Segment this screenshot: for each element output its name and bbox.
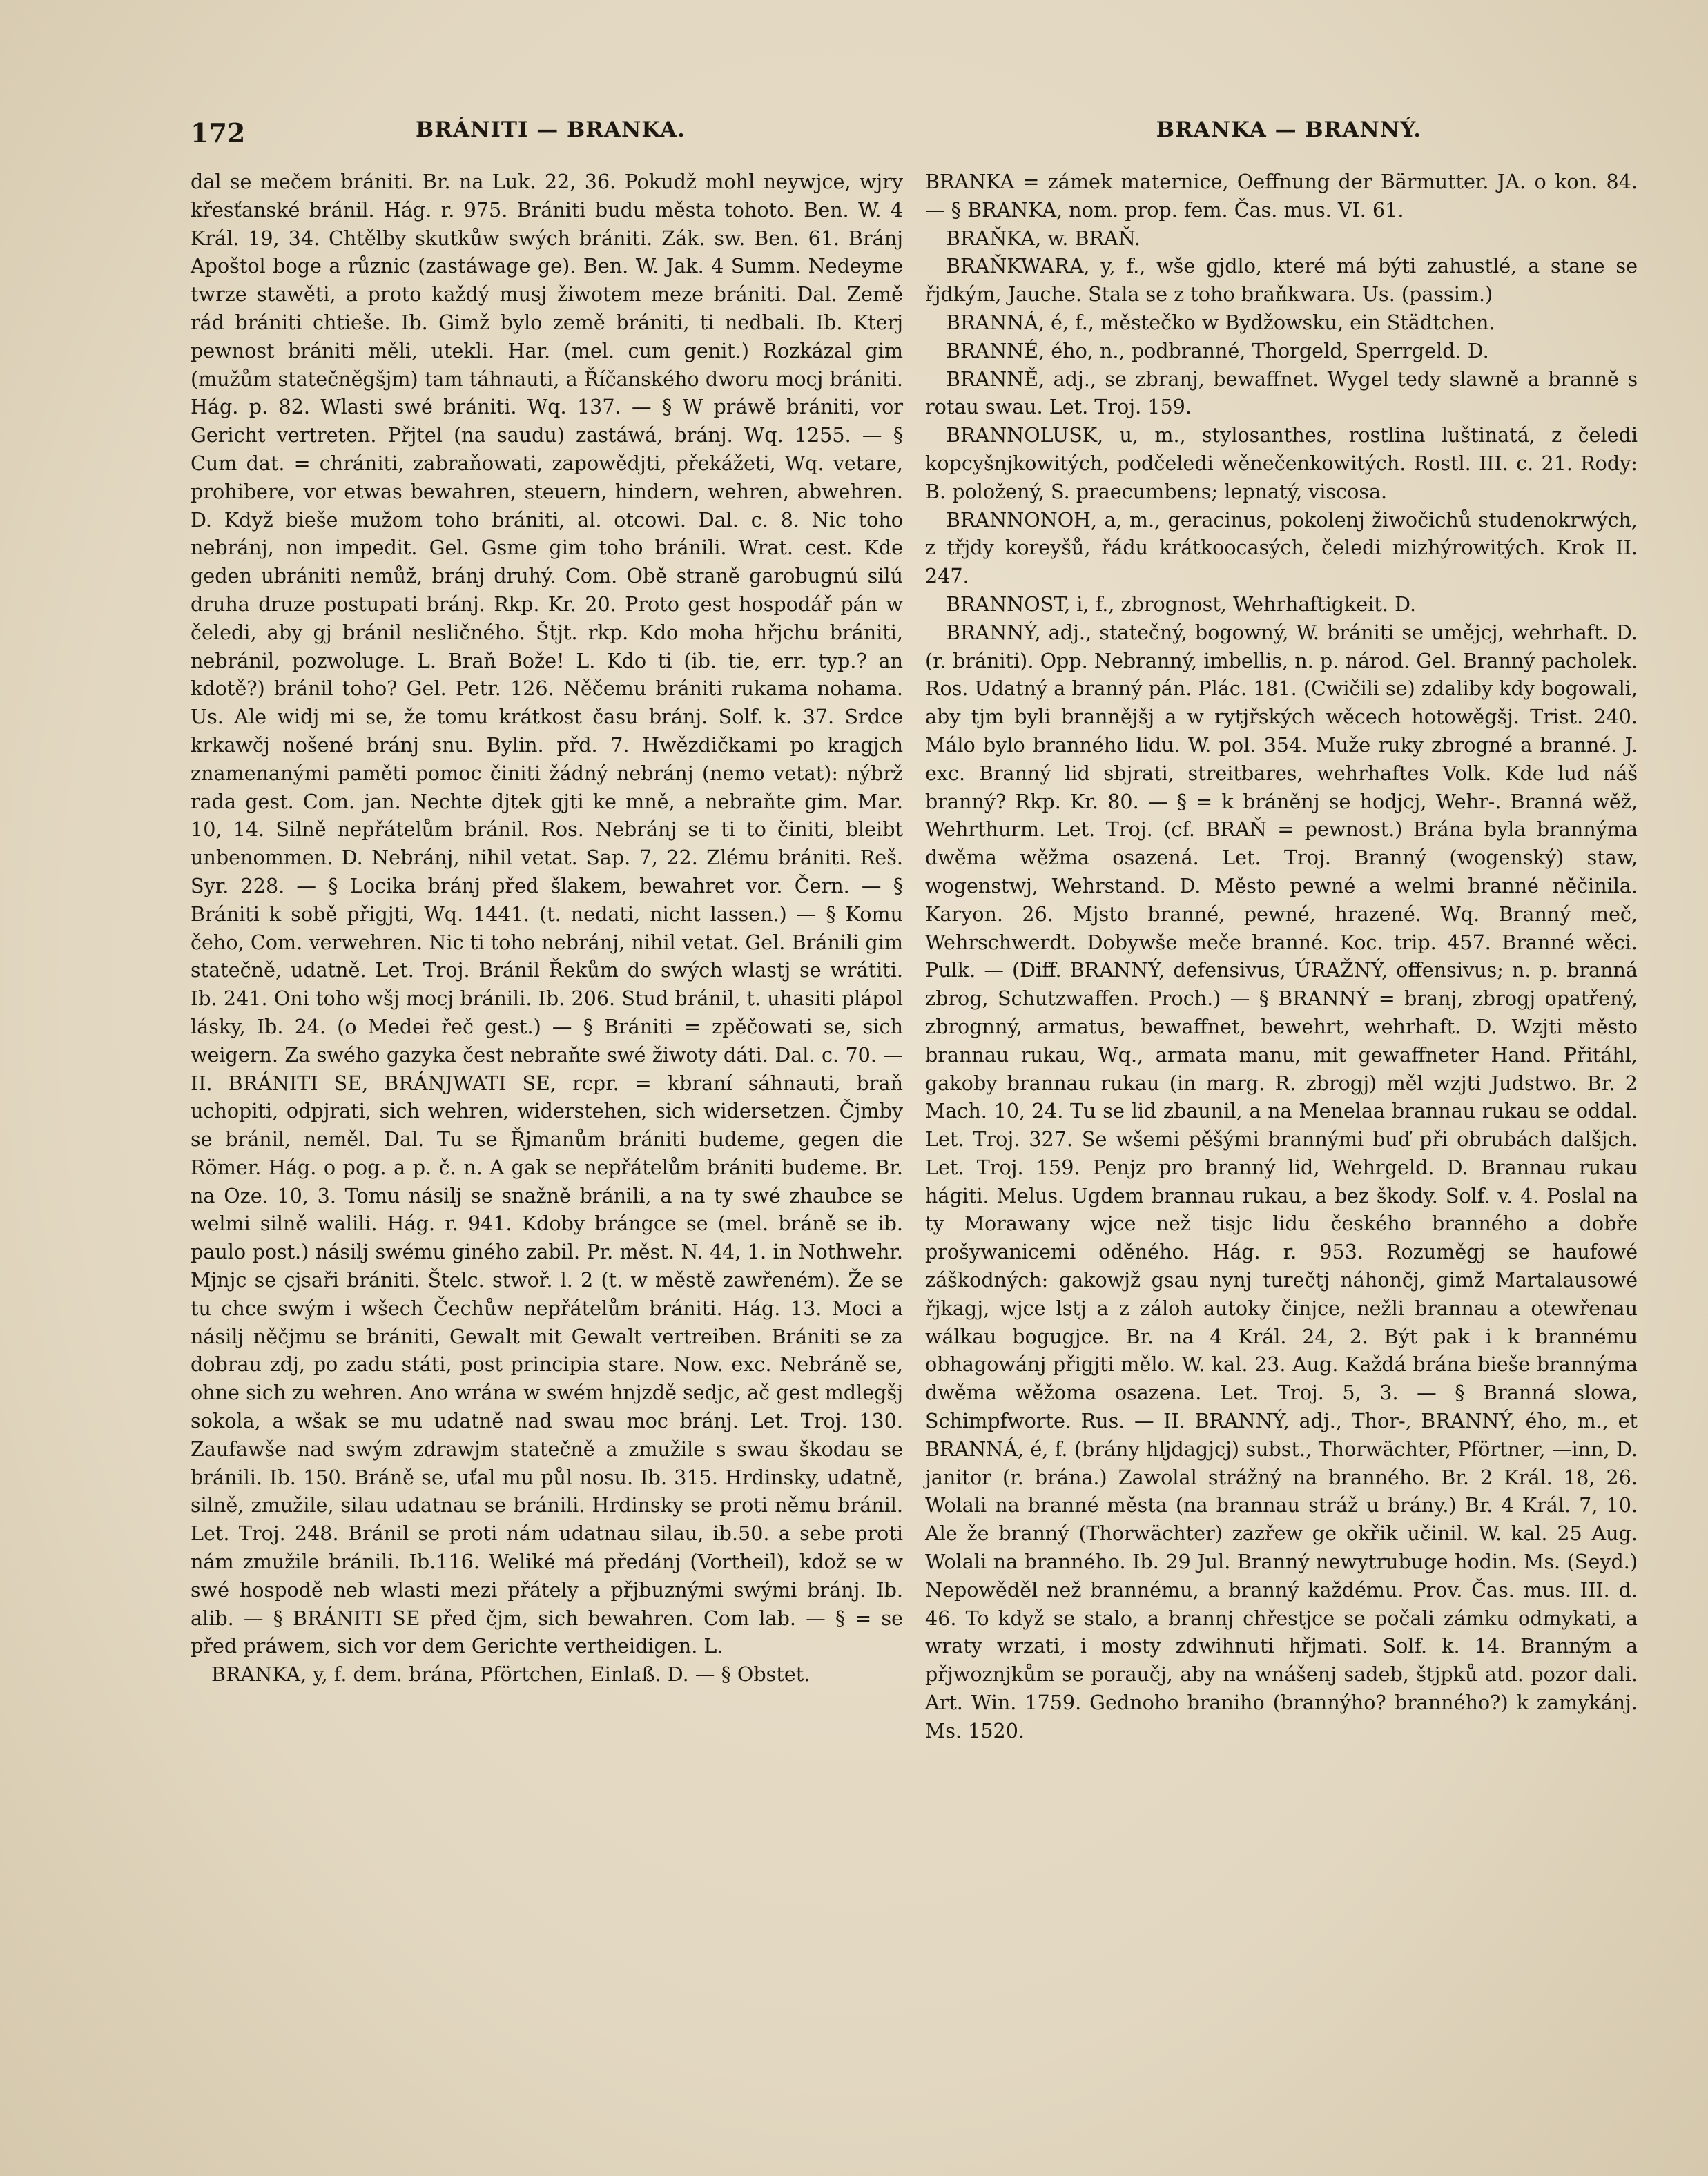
entry-branna: BRANNÁ, é, f., městečko w Bydžowsku, ein Städtchen.	[946, 310, 1495, 334]
right-column	[925, 168, 1638, 1745]
left-running-head: BRÁNITI — BRANKA.	[416, 117, 686, 142]
entry-branne-noun: BRANNÉ, ého, n., podbranné, Thorgeld, Sperrgeld. D.	[946, 338, 1489, 362]
entry-branny: BRANNÝ, adj., statečný, bogowný, W. brániti se umějcj, wehrhaft. D. (r. brániti). Opp. Nebranný, imbellis, n. p. národ. Gel. Branný pacholek. Ros. Udatný a branný pán. Plác. 181. (Cwičili se) zdaliby kdy bogowali, aby tjm byli brannějšj a w rytjřských wěcech hotowěgšj. Trist. 240. Málo bylo branného lidu. W. pol. 354. Muže ruky zbrogné a branné. J. exc. Branný lid sbjrati, streitbares, wehrhaftes Volk. Kde lud náš branný? Rkp. Kr. 80. — § = k bráněnj se hodjcj, Wehr-. Branná wěž, Wehrthurm. Let. Troj. (cf. BRAŇ = pewnost.) Brána byla brannýma dwěma wěžma osazená. Let. Troj. Branný (wogenský) staw, wogenstwj, Wehrstand. D. Město pewné a welmi branné něčinila. Karyon. 26. Mjsto branné, pewné, hrazené. Wq. Branný meč, Wehrschwerdt. Dobywše meče branné. Koc. trip. 457. Branné wěci. Pulk. — (Diff. BRANNÝ, defensivus, ÚRAŽNÝ, offensivus; n. p. branná zbrog, Schutzwaffen. Proch.) — § BRANNÝ = branj, zbrogj opatřený, zbrognný, armatus, bewaffnet, bewehrt, wehrhaft. D. Wzjti město brannau rukau, Wq., armata manu, mit gewaffneter Hand. Přitáhl, gakoby brannau rukau (in marg. R. zbrogj) měl wzjti Judstwo. Br. 2 Mach. 10, 24. Tu se lid zbaunil, a na Menelaa brannau rukau se oddal. Let. Troj. 327. Se wšemi pěšými brannými buď při obrubách dalšjch. Let. Troj. 159. Penjz pro branný lid, Wehrgeld. D. Brannau rukau hágiti. Melus. Ugdem brannau rukau, a bez škody. Solf. v. 4. Poslal na ty Morawany wjce než tisjc lidu českého branného a dobře prošywanicemi oděného. Hág. r. 953. Rozuměgj se haufowé záškodných: gakowjž gsau nynj turečtj náhončj, gimž Martalausowé řjkagj, wjce lstj a z záloh autoky činjce, nežli brannau a otewřenau wálkau bogugjce. Br. na 4 Král. 24, 2. Být pak i k brannému obhagowánj přigjti mělo. W. kal. 23. Aug. Každá brána bieše brannýma dwěma wěžoma osazena. Let. Troj. 5, 3. — § Branná slowa, Schimpfworte. Rus. — II. BRANNÝ, adj., Thor-, BRANNÝ, ého, m., et BRANNÁ, é, f. (brány hljdagjcj) subst., Thorwächter, Pförtner, —inn, D. janitor (r. brána.) Zawolal strážný na branného. Br. 2 Král. 18, 26. Wolali na branné města (na brannau stráž u brány.) Br. 4 Král. 7, 10. Ale že branný (Thorwächter) zazřew ge okřik učinil. W. kal. 25 Aug. Wolali na branného. Ib. 29 Jul. Branný newytrubuge hodin. Ms. (Seyd.) Nepowěděl než brannému, a branný každému. Prov. Čas. mus. III. d. 46. To když se stalo, a brannj chřestjce se počali zámku odmykati, a wraty wrzati, i mosty zdwihnuti hřjmati. Solf. k. 14. Branným a přjwoznjkům se poraučj, aby na wnášenj sadeb, štjpků atd. pozor dali. Art. Win. 1759. Gednoho braniho (brannýho? branného?) k zamykánj. Ms. 1520.	[925, 620, 1638, 1742]
entry-branka: BRANKA, y, f. dem. brána, Pförtchen, Einlaß. D. — § Obstet.	[211, 1662, 811, 1687]
entry-brannost: BRANNOST, i, f., zbrognost, Wehrhaftigkeit. D.	[946, 592, 1417, 616]
entry-branka-ref: BRAŇKA, w. BRAŇ.	[946, 226, 1141, 250]
entry-branne-adj: BRANNĚ, adj., se zbranj, bewaffnet. Wygel tedy slawně a branně s rotau swau. Let. Troj. 159.	[925, 367, 1638, 419]
left-column	[191, 168, 903, 1689]
entry-branka-cont: BRANKA = zámek maternice, Oeffnung der Bärmutter. JA. o kon. 84. — § BRANKA, nom. prop. fem. Čas. mus. VI. 61.	[925, 170, 1638, 222]
page-number: 172	[191, 117, 246, 148]
entry-brankwara: BRAŇKWARA, y, f., wše gjdlo, které má býti zahustlé, a stane se řjdkým, Jauche. Stala se z toho braňkwara. Us. (passim.)	[925, 254, 1638, 307]
entry-brannolusk: BRANNOLUSK, u, m., stylosanthes, rostlina luštinatá, z čeledi kopcyšnjkowitých, podčeledi wěnečenkowitých. Rostl. III. c. 21. Rody: B. položený, S. praecumbens; lepnatý, viscosa.	[925, 423, 1638, 503]
entry-brannonoh: BRANNONOH, a, m., geracinus, pokolenj žiwočichů studenokrwých, z třjdy koreyšů, řádu krátkoocasých, čeledi mizhýrowitých. Krok II. 247.	[925, 507, 1638, 588]
entry-braniti: dal se mečem brániti. Br. na Luk. 22, 36. Pokudž mohl neywjce, wjry křesťanské bránil. Hág. r. 975. Brániti budu města tohoto. Ben. W. 4 Král. 19, 34. Chtělby skutkůw swých brániti. Zák. sw. Ben. 61. Bránj Apoštol boge a různic (zastáwage ge). Ben. W. Jak. 4 Summ. Nedeyme twrze stawěti, a proto každý musj žiwotem meze brániti. Dal. Země rád brániti chtieše. Ib. Gimž bylo země brániti, ti nedbali. Ib. Kterj pewnost brániti měli, utekli. Har. (mel. cum genit.) Rozkázal gim (mužům statečněgšjm) tam táhnauti, a Říčanského dworu mocj brániti. Hág. p. 82. Wlasti swé brániti. Wq. 137. — § W práwě brániti, vor Gericht vertreten. Přjtel (na saudu) zastáwá, bránj. Wq. 1255. — § Cum dat. = chrániti, zabraňowati, zapowědjti, překážeti, Wq. vetare, prohibere, vor etwas bewahren, steuern, hindern, wehren, abwehren. D. Když bieše mužom toho brániti, al. otcowi. Dal. c. 8. Nic toho nebránj, non impedit. Gel. Gsme gim toho bránili. Wrat. cest. Kde geden ubrániti nemůž, bránj druhý. Com. Obě straně garobugnú silú druha druze postupati bránj. Rkp. Kr. 20. Proto gest hospodář pán w čeledi, aby gj bránil nesličného. Štjt. rkp. Kdo moha hřjchu brániti, nebránil, pozwoluge. L. Braň Bože! L. Kdo ti (ib. tie, err. typ.? an kdotě?) bránil toho? Gel. Petr. 126. Něčemu brániti rukama nohama. Us. Ale widj mi se, že tomu krátkost času bránj. Solf. k. 37. Srdce krkawčj nošené bránj snu. Bylin. přd. 7. Hwězdičkami po kragjch znamenanými paměti pomoc činiti žádný nebránj (nemo vetat): nýbrž rada gest. Com. jan. Nechte djtek gjti ke mně, a nebraňte gim. Mar. 10, 14. Silně nepřátelům bránil. Ros. Nebránj se ti to činiti, bleibt unbenommen. D. Nebránj, nihil vetat. Sap. 7, 22. Zlému brániti. Reš. Syr. 228. — § Locika bránj před šlakem, bewahret vor. Čern. — § Brániti k sobě přigjti, Wq. 1441. (t. nedati, nicht lassen.) — § Komu čeho, Com. verwehren. Nic ti toho nebránj, nihil vetat. Gel. Bránili gim statečně, udatně. Let. Troj. Bránil Řekům do swých wlastj se wrátiti. Ib. 241. Oni toho wšj mocj bránili. Ib. 206. Stud bránil, t. uhasiti plápol lásky, Ib. 24. (o Medei řeč gest.) — § Brániti = zpěčowati se, sich weigern. Za swého gazyka čest nebraňte swé žiwoty dáti. Dal. c. 70. — II. BRÁNITI SE, BRÁNJWATI SE, rcpr. = kbraní sáhnauti, braň uchopiti, odpjrati, sich wehren, widerstehen, sich widersetzen. Čjmby se bránil, neměl. Dal. Tu se Řjmanům brániti budeme, gegen die Römer. Hág. o pog. a p. č. n. A gak se nepřátelům brániti budeme. Br. na Oze. 10, 3. Tomu násilj se snažně bránili, a na ty swé zhaubce se welmi silně walili. Hág. r. 941. Kdoby brángce se (mel. bráně se ib. paulo post.) násilj swému giného zabil. Pr. měst. N. 44, 1. in Nothwehr. Mjnjc se cjsaři brániti. Štelc. stwoř. l. 2 (t. w městě zawřeném). Že se tu chce swým i wšech Čechůw nepřátelům brániti. Hág. 13. Moci a násilj něčjmu se brániti, Gewalt mit Gewalt vertreiben. Brániti se za dobrau zdj, po zadu státi, post principia stare. Now. exc. Nebráně se, ohne sich zu wehren. Ano wrána w swém hnjzdě sedjc, ač gest mdlegšj sokola, a wšak se mu udatně nad swau moc bránj. Let. Troj. 130. Zaufawše nad swým zdrawjm statečně a zmužile s swau škodau se bránili. Ib. 150. Bráně se, uťal mu půl nosu. Ib. 315. Hrdinsky, udatně, silně, zmužile, silau udatnau se bránili. Hrdinsky se proti němu bránil. Let. Troj. 248. Bránil se proti nám udatnau silau, ib.50. a sebe proti nám zmužile bránili. Ib.116. Weliké má předánj (Vortheil), kdož se w swé hospodě neb wlasti mezi přátely a přjbuznými swými bránj. Ib. alib. — § BRÁNITI SE před čjm, sich bewahren. Com lab. — § = se před práwem, sich vor dem Gerichte vertheidigen. L.	[191, 170, 903, 1658]
page-header	[191, 117, 1549, 159]
right-running-head: BRANKA — BRANNÝ.	[1156, 117, 1421, 142]
